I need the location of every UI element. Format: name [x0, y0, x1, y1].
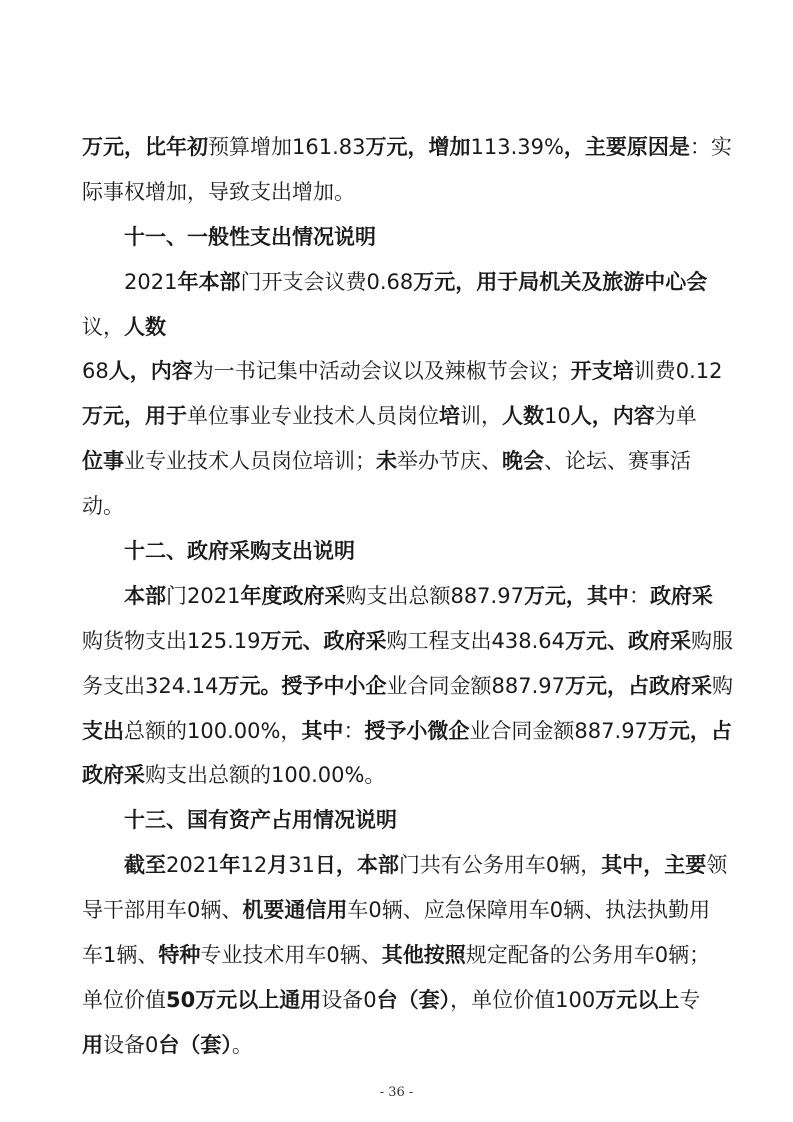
text-run: ：: [343, 719, 365, 743]
body-line: [82, 760, 722, 790]
body-line: [82, 401, 722, 431]
text-run: 。: [231, 1033, 253, 1057]
text-run: 113.39%: [470, 135, 564, 159]
text-run: ：实: [689, 135, 732, 159]
body-line: [82, 491, 722, 521]
text-run: 其中: [301, 719, 344, 743]
text-run: 万元，占政府采: [564, 674, 712, 698]
text-run: 动。: [82, 494, 124, 518]
text-run: 万元，用于局机关及旅游中心会: [413, 270, 708, 294]
page-number: - 36 -: [379, 1085, 414, 1100]
body-line: [82, 356, 722, 386]
text-run: 万元，增加: [365, 135, 471, 159]
body-line: [82, 1030, 722, 1060]
text-run: 门开支会议费0.68: [240, 270, 414, 294]
body-line: [82, 177, 722, 207]
text-run: 月: [267, 853, 289, 877]
text-run: 为一书记集中活动会议以及辣椒节会议；: [192, 359, 571, 383]
text-run: 导干部用车0辆、: [82, 898, 243, 922]
text-run: 专: [679, 988, 701, 1012]
text-run: 举办节庆、: [397, 449, 502, 473]
text-run: 人数: [502, 404, 544, 428]
text-run: 领: [706, 853, 728, 877]
text-run: 务支出324.14: [82, 674, 219, 698]
text-run: 设备0: [103, 1033, 159, 1057]
text-run: 31: [288, 853, 315, 877]
text-run: ，单位价值100: [450, 988, 596, 1012]
text-run: 2021: [166, 853, 220, 877]
body-line: [82, 671, 733, 701]
text-run: 为单: [654, 404, 697, 428]
text-run: 购: [711, 674, 733, 698]
text-run: 其中，主要: [601, 853, 707, 877]
text-run: 台（套）: [376, 988, 451, 1012]
text-run: 万元，占: [647, 719, 732, 743]
text-run: 50: [166, 988, 196, 1012]
text-run: 万元，用于: [82, 404, 187, 428]
text-run: 业专业技术人员岗位培训；: [124, 449, 376, 473]
text-run: 议，: [82, 315, 124, 339]
text-run: 特种: [158, 943, 201, 967]
text-run: 际事权增加，导致支出增加。: [82, 180, 355, 204]
body-line: [82, 895, 722, 925]
text-run: 晚会: [502, 449, 544, 473]
section-heading-13: 十三、国有资产占用情况说明: [124, 808, 397, 832]
text-run: 人数: [124, 315, 166, 339]
text-run: 购工程支出438.64: [386, 629, 565, 653]
text-run: 设备0: [321, 988, 377, 1012]
text-run: 2021: [124, 270, 178, 294]
section-heading-12: 十二、政府采购支出说明: [124, 539, 355, 563]
text-run: 门2021: [166, 584, 241, 608]
text-run: 政府采: [82, 763, 145, 787]
text-run: 年本部: [177, 270, 241, 294]
text-run: 培: [439, 404, 460, 428]
text-run: 位事: [82, 449, 124, 473]
text-run: 业合同金额887.97: [469, 719, 648, 743]
section-heading-11: 十一、一般性支出情况说明: [124, 225, 376, 249]
text-run: 68: [82, 359, 109, 383]
text-run: 购服: [690, 629, 733, 653]
text-run: 人，内容: [108, 359, 193, 383]
text-run: 规定配备的公务用车0辆；: [465, 943, 711, 967]
text-run: 机要通信用: [242, 898, 348, 922]
text-run: 、论坛、赛事活: [544, 449, 691, 473]
body-line: [82, 940, 722, 970]
text-run: 总额的100.00%，: [124, 719, 302, 743]
body-line: [82, 985, 722, 1015]
text-run: 万元，其中: [523, 584, 629, 608]
text-run: 政府采: [649, 584, 713, 608]
body-line: [82, 626, 733, 656]
text-run: ，主要原因是: [563, 135, 690, 159]
text-run: 12: [240, 853, 268, 877]
body-line: [82, 446, 722, 476]
text-run: 其他按照: [381, 943, 466, 967]
body-line: [124, 850, 764, 880]
text-run: 台（套）: [158, 1033, 232, 1057]
text-run: 万元以上通用: [195, 988, 322, 1012]
text-run: 购支出总额887.97: [345, 584, 524, 608]
text-run: 授予小微企: [364, 719, 470, 743]
text-run: 训费0.12: [633, 359, 723, 383]
body-line: [82, 312, 722, 342]
text-run: ：: [628, 584, 650, 608]
text-run: 购货物支出125.19: [82, 629, 261, 653]
body-line: [124, 581, 764, 611]
text-run: 用: [82, 1033, 103, 1057]
text-run: 门共有公务用车0辆，: [398, 853, 602, 877]
text-run: 万元，比年初: [82, 135, 208, 159]
text-run: 人，内容: [570, 404, 655, 428]
text-run: 专业技术用车0辆、: [200, 943, 382, 967]
text-run: 本部: [124, 584, 166, 608]
text-run: 单位事业专业技术人员岗位: [187, 404, 439, 428]
text-run: 预算增加161.83: [208, 135, 366, 159]
text-run: 车0辆、应急保障用车0辆、执法执勤用: [347, 898, 711, 922]
text-run: 万元以上: [595, 988, 680, 1012]
body-line: [82, 716, 732, 746]
text-run: 年度政府采: [240, 584, 346, 608]
text-run: 10: [544, 404, 571, 428]
text-run: 日，本部: [314, 853, 399, 877]
text-run: 车1辆、: [82, 943, 159, 967]
text-run: 业合同金额887.97: [386, 674, 565, 698]
text-run: 单位价值: [82, 988, 166, 1012]
text-run: 支出: [82, 719, 124, 743]
text-run: 万元。授予中小企: [218, 674, 387, 698]
body-line: [82, 132, 732, 162]
text-run: 未: [376, 449, 397, 473]
text-run: 截至: [124, 853, 166, 877]
text-run: 万元、政府采: [564, 629, 691, 653]
text-run: 训，: [460, 404, 502, 428]
text-run: 万元、政府采: [260, 629, 387, 653]
text-run: 年: [219, 853, 241, 877]
text-run: 开支培: [570, 359, 634, 383]
body-line: [124, 267, 764, 297]
text-run: 购支出总额的100.00%。: [145, 763, 386, 787]
